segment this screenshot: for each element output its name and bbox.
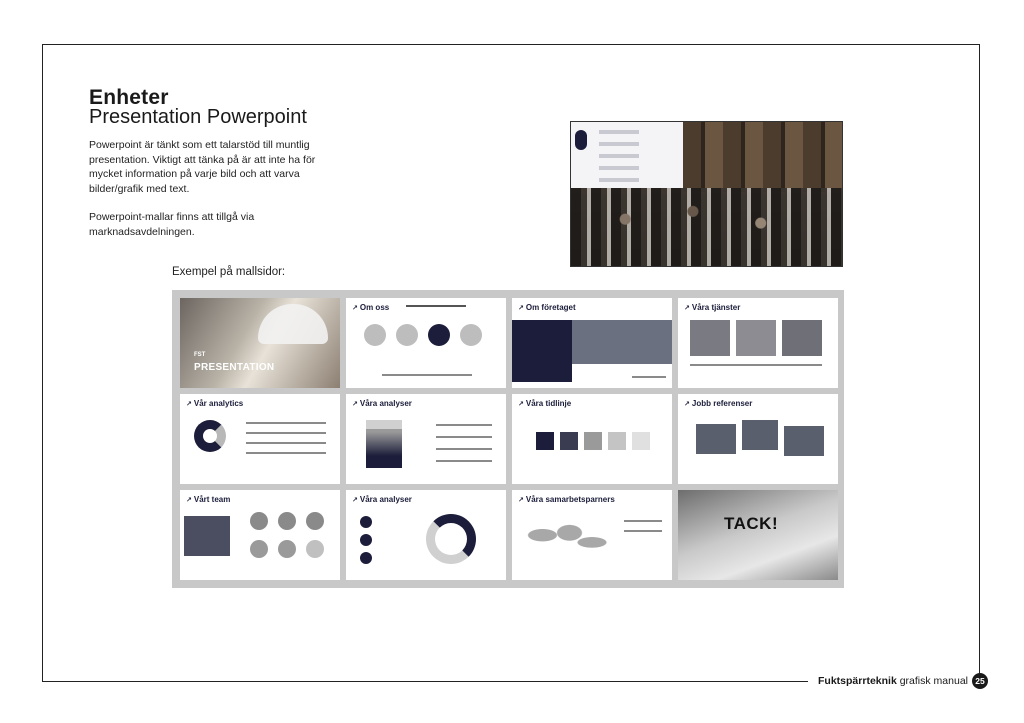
legend-line (246, 452, 326, 454)
slide-vara-samarbetsparners (512, 490, 672, 580)
text-line (436, 436, 492, 438)
photo-wall (683, 122, 842, 192)
laptop-icon (184, 516, 230, 556)
reference-photo (742, 420, 778, 450)
stacked-discs-icon (366, 420, 402, 468)
slide-vart-team (180, 490, 340, 580)
slide-vara-analyser (346, 394, 506, 484)
slide-title: PRESENTATION (194, 362, 275, 373)
audience (571, 188, 842, 266)
screen-bar (599, 154, 639, 158)
slide-title: TACK! (724, 514, 779, 533)
slide-title: ↗ Om oss (352, 303, 389, 312)
screen-bar (599, 178, 639, 182)
slide-vara-analyser-2 (346, 490, 506, 580)
team-member-avatar (278, 512, 296, 530)
slide-title: ↗ Jobb referenser (684, 399, 752, 408)
slide-title: ↗ Vårt team (186, 495, 230, 504)
text-line (436, 424, 492, 426)
office-photo (572, 320, 672, 364)
team-member-avatar (278, 540, 296, 558)
footer-doc: grafisk manual (899, 675, 968, 687)
slide-var-analytics (180, 394, 340, 484)
text-line (624, 520, 662, 522)
text-line (632, 376, 666, 378)
person-icon (396, 324, 418, 346)
legend-line (246, 442, 326, 444)
legend-line (246, 422, 326, 424)
examples-label: Exempel på mallsidor: (172, 266, 286, 278)
timeline-cube (536, 432, 554, 450)
text-line (624, 530, 662, 532)
page-number: 25 (972, 673, 988, 689)
slide-title: ↗ Våra analyser (352, 495, 412, 504)
slide-om-foretaget (512, 298, 672, 388)
slide-title: ↗ Om företaget (518, 303, 576, 312)
text-line (690, 364, 822, 366)
text-line (436, 460, 492, 462)
slide-title: ↗ Vår analytics (186, 399, 243, 408)
slide-om-oss (346, 298, 506, 388)
slide-title: ↗ Våra analyser (352, 399, 412, 408)
person-icon (460, 324, 482, 346)
navy-panel (512, 320, 572, 382)
timeline-cube (584, 432, 602, 450)
helmet-photo (258, 304, 328, 344)
text-line (382, 374, 472, 376)
reference-photo (784, 426, 824, 456)
analysis-icon (360, 534, 372, 546)
screen-bar (599, 130, 639, 134)
service-photo (782, 320, 822, 356)
presentation-photo (570, 121, 843, 267)
donut-chart (426, 514, 476, 564)
legend-line (246, 432, 326, 434)
timeline-cube (608, 432, 626, 450)
slide-tack (678, 490, 838, 580)
world-map (520, 516, 610, 564)
screen-bar (599, 166, 639, 170)
slide-cover (180, 298, 340, 388)
reference-photo (696, 424, 736, 454)
body-paragraph-2: Powerpoint-mallar finns att tillgå via marknadsavdelningen. (89, 211, 255, 238)
slide-title: ↗ Våra tjänster (684, 303, 740, 312)
page-subtitle: Presentation Powerpoint (89, 106, 307, 128)
person-icon (364, 324, 386, 346)
screen-bar (599, 142, 639, 146)
person-icon (428, 324, 450, 346)
body-paragraph-1: Powerpoint är tänkt som ett talarstöd till muntlig presentation. Viktigt att tänka på är att inte ha för mycket information på varje bild och att varva bilder/grafik med text. (89, 139, 316, 195)
service-photo (690, 320, 730, 356)
projector-screen (571, 122, 683, 188)
team-member-avatar (250, 512, 268, 530)
text-line (436, 448, 492, 450)
footer-brand: Fuktspärrteknik (818, 675, 897, 687)
slide-subtitle-line (406, 305, 466, 307)
team-member-avatar (250, 540, 268, 558)
slide-title: ↗ Våra samarbetsparners (518, 495, 615, 504)
slide-templates-grid (172, 290, 844, 588)
donut-pin-icon (194, 420, 226, 452)
timeline-cube (560, 432, 578, 450)
page-title: Enheter (89, 86, 169, 109)
service-photo (736, 320, 776, 356)
team-member-avatar (306, 512, 324, 530)
analysis-icon (360, 516, 372, 528)
map-pin-icon (575, 130, 587, 150)
team-member-avatar (306, 540, 324, 558)
tack-background (678, 490, 838, 580)
analysis-icon (360, 552, 372, 564)
footer (818, 675, 968, 687)
slide-vara-tjanster (678, 298, 838, 388)
slide-vara-tidlinje (512, 394, 672, 484)
slide-title: ↗ Våra tidlinje (518, 399, 571, 408)
page-frame-bottom (42, 681, 808, 682)
slide-jobb-referenser (678, 394, 838, 484)
slide-logo: FST (194, 352, 206, 358)
timeline-cube (632, 432, 650, 450)
